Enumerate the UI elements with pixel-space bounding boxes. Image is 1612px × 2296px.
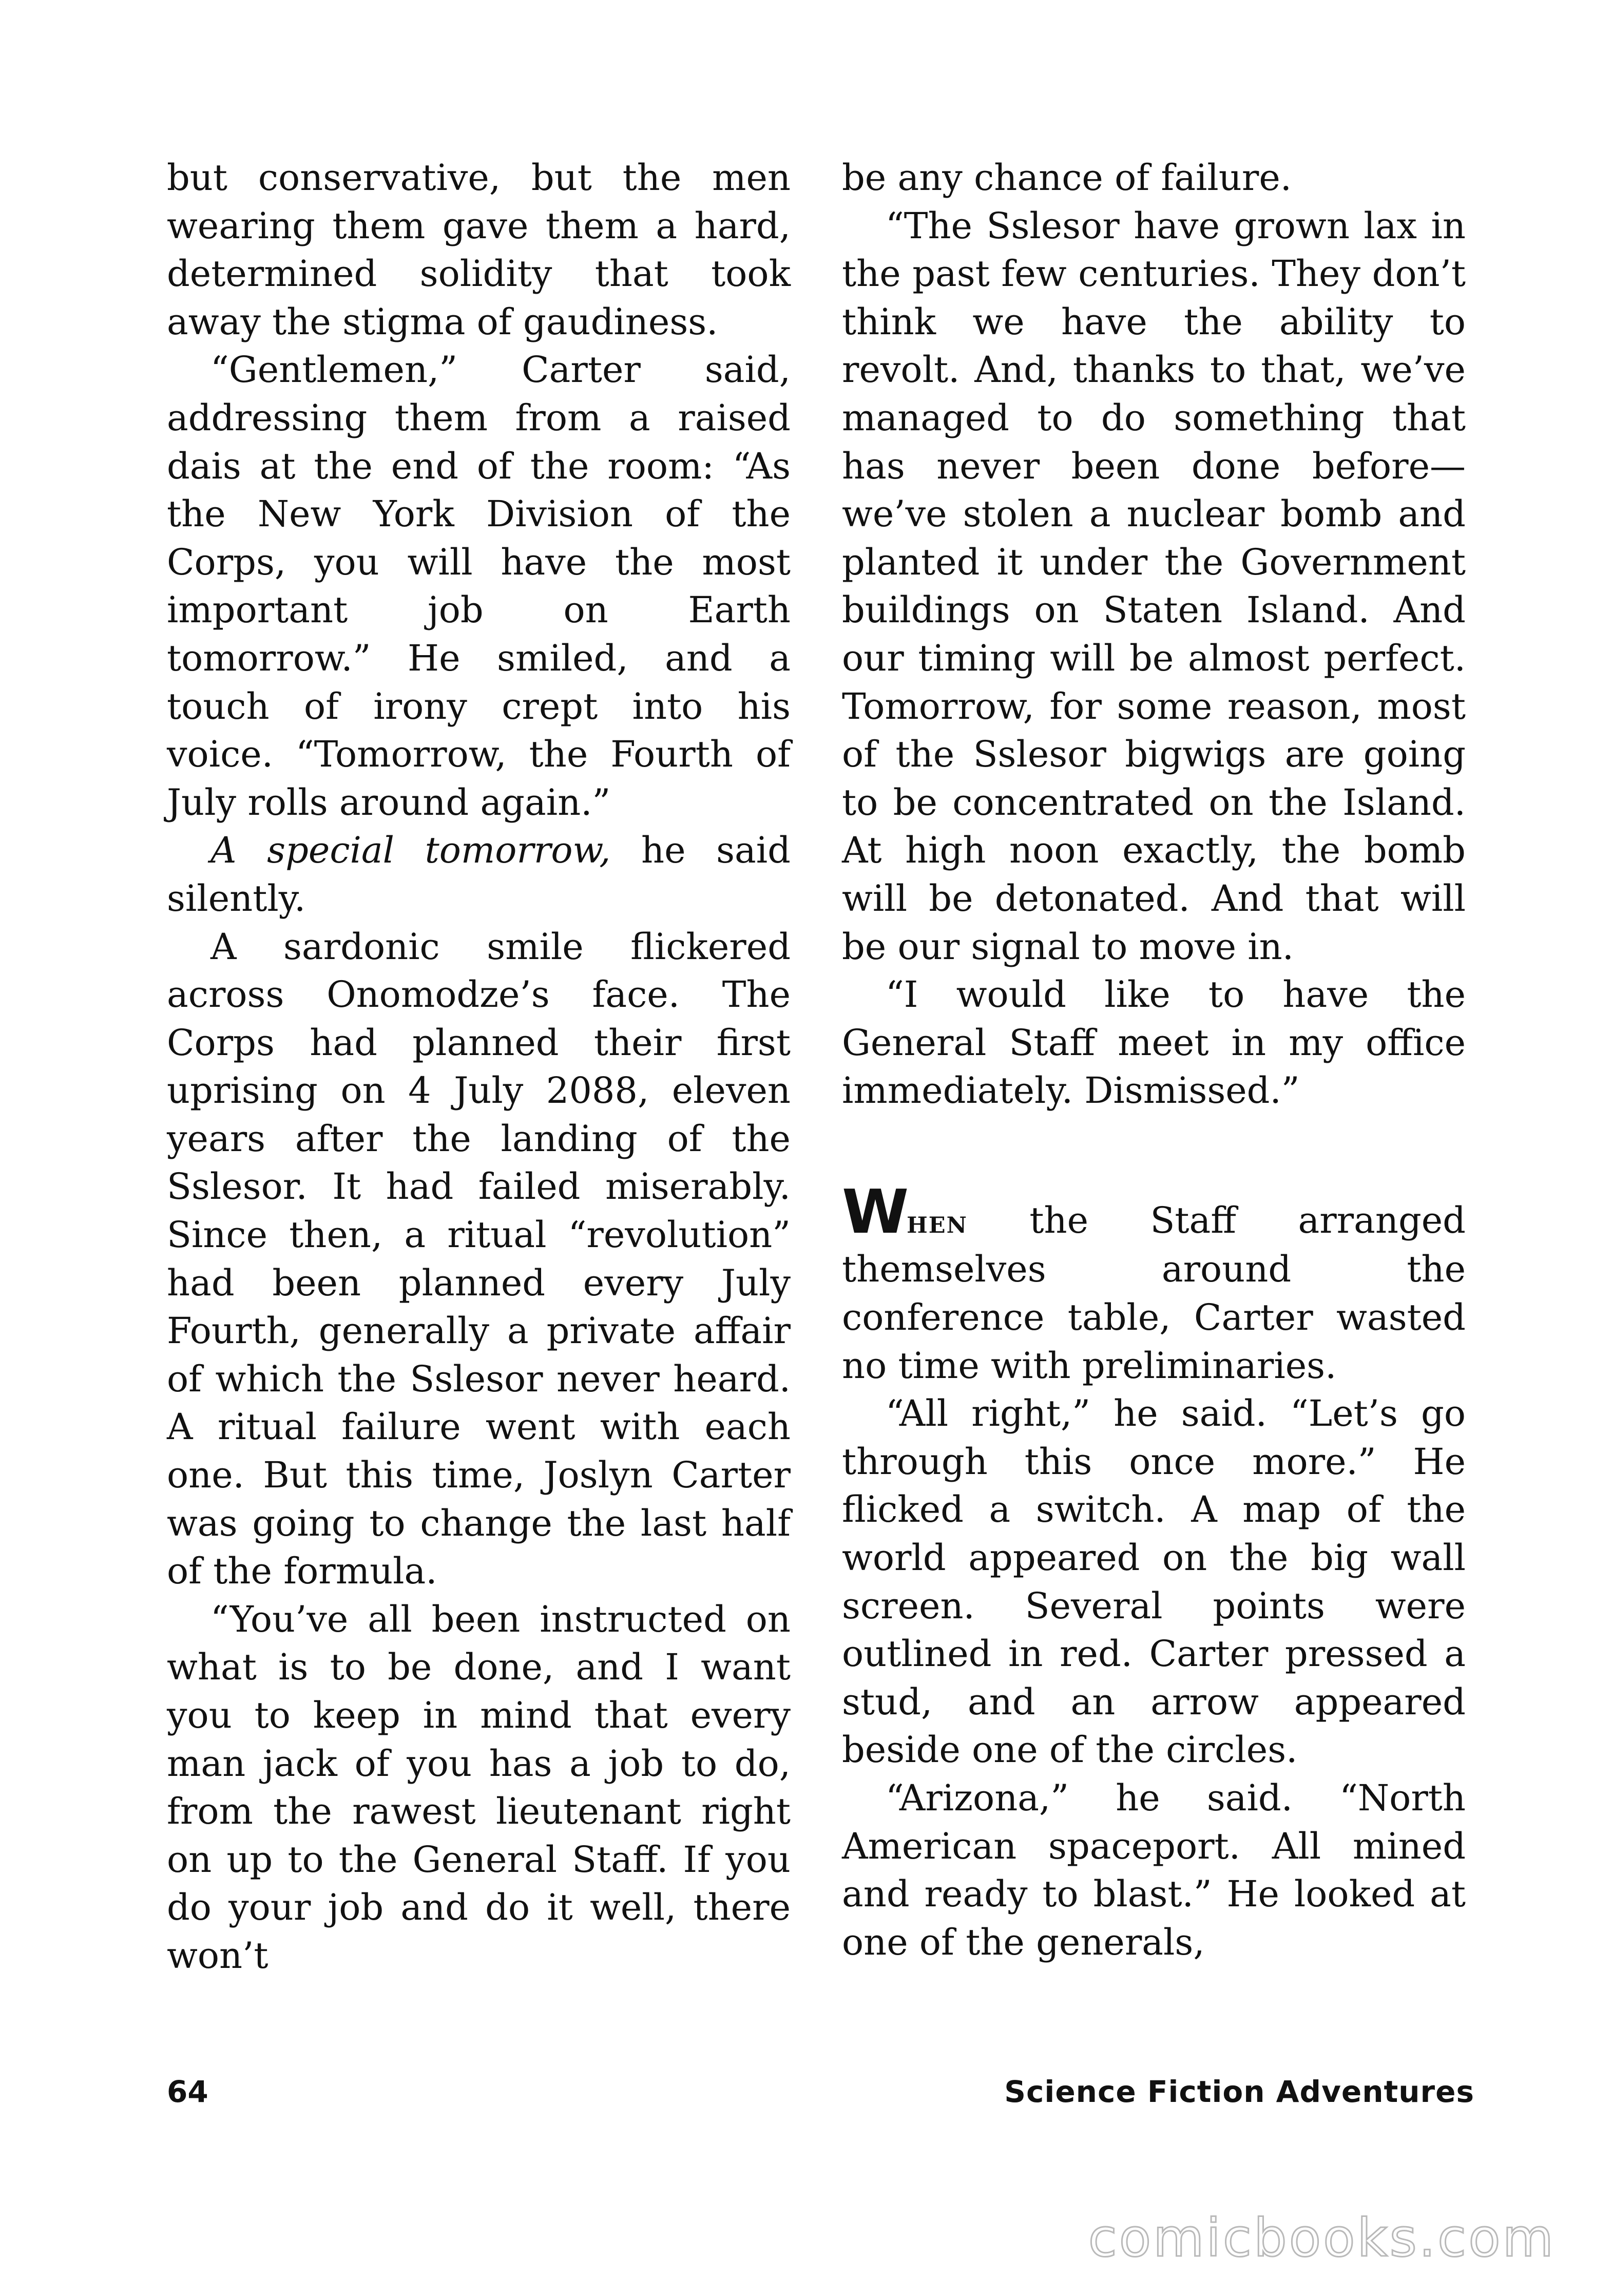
left-text-column [167, 154, 791, 1980]
paragraph [167, 827, 791, 923]
italic-thought: A special tomorrow, [210, 829, 611, 872]
small-caps-lead: hen [907, 1202, 968, 1240]
paragraph-continuation: be any chance of failure. [842, 157, 1292, 199]
paragraph: “Gentlemen,” Carter said, addressing them from a raised dais at the end of the room: “As the New York Division of the Corps, you will have the most important job on Earth tomorrow.” He smiled, and a touch of irony crept into his voice. “Tomorrow, the Fourth of July rolls around again.” [167, 349, 791, 824]
paragraph: “Arizona,” he said. “North American spaceport. All mined and ready to blast.” He looked at one of the generals, [842, 1777, 1466, 1963]
watermark: comicbooks.com [1088, 2208, 1556, 2269]
paragraph-text: he said silently. [167, 829, 791, 920]
paragraph: A sardonic smile flickered across Onomodze’s face. The Corps had planned their first uprising on 4 July 2088, eleven years after the landing of the Sslesor. It had failed miserably. Since then, a ritual “revolution” had been planned every July Fourth, generally a private affair of which the Sslesor never heard. A ritual failure went with each one. But this time, Joslyn Carter was going to change the last half of the formula. [167, 925, 791, 1593]
paragraph: “I would like to have the General Staff meet in my office immediately. Dismissed.” [842, 973, 1466, 1112]
paragraph-text: the Staff arranged themselves around the conference table, Carter wasted no time with preliminaries. [842, 1199, 1466, 1387]
paragraph: “All right,” he said. “Let’s go through this once more.” He flicked a switch. A map of the world appeared on the big wall screen. Several points were outlined in red. Carter pressed a stud, and an arrow appeared beside one of the circles. [842, 1392, 1466, 1771]
right-text-column [842, 154, 1466, 1966]
magazine-title: Science Fiction Adventures [1004, 2074, 1474, 2109]
page-number: 64 [167, 2074, 208, 2109]
drop-cap: W [842, 1176, 907, 1247]
paragraph: “You’ve all been instructed on what is to be done, and I want you to keep in mind that every man jack of you has a job to do, from the rawest lieutenant right on up to the General Staff. If you do your job and do it well, there won’t [167, 1598, 791, 1977]
section-opening-paragraph [842, 1176, 1466, 1390]
paragraph-continuation: but conservative, but the men wearing them gave them a hard, determined solidity that took away the stigma of gaudiness. [167, 157, 791, 343]
paragraph: “The Sslesor have grown lax in the past few centuries. They don’t think we have the ability to revolt. And, thanks to that, we’ve managed to do something that has never been done before—we’ve stolen a nuclear bomb and planted it under the Government buildings on Staten Island. And our timing will be almost perfect. Tomorrow, for some reason, most of the Sslesor bigwigs are going to be concentrated on the Island. At high noon exactly, the bomb will be detonated. And that will be our signal to move in. [842, 204, 1466, 968]
